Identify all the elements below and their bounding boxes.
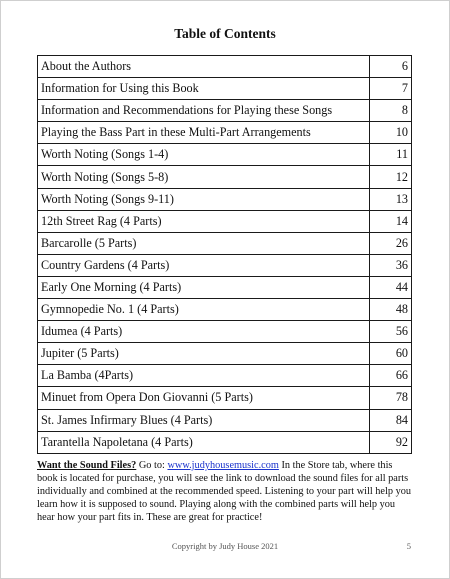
toc-entry-page: 6 — [370, 56, 412, 78]
toc-entry-title: Worth Noting (Songs 1-4) — [38, 144, 370, 166]
toc-entry-page: 56 — [370, 321, 412, 343]
toc-entry-page: 78 — [370, 387, 412, 409]
toc-entry-title: St. James Infirmary Blues (4 Parts) — [38, 409, 370, 431]
toc-body — [38, 56, 412, 454]
sound-files-heading: Want the Sound Files? — [37, 460, 137, 471]
toc-entry-title: Barcarolle (5 Parts) — [38, 232, 370, 254]
copyright-footer: Copyright by Judy House 2021 — [171, 541, 279, 551]
toc-entry-page: 13 — [370, 188, 412, 210]
page-number: 5 — [406, 541, 411, 551]
toc-entry-title: 12th Street Rag (4 Parts) — [38, 210, 370, 232]
toc-row — [38, 188, 412, 210]
toc-row — [38, 299, 412, 321]
toc-entry-page: 7 — [370, 78, 412, 100]
toc-entry-title: Minuet from Opera Don Giovanni (5 Parts) — [38, 387, 370, 409]
toc-entry-page: 10 — [370, 122, 412, 144]
toc-row — [38, 321, 412, 343]
toc-entry-page: 11 — [370, 144, 412, 166]
toc-entry-title: Idumea (4 Parts) — [38, 321, 370, 343]
toc-entry-title: Worth Noting (Songs 5-8) — [38, 166, 370, 188]
toc-row — [38, 122, 412, 144]
toc-entry-page: 44 — [370, 276, 412, 298]
toc-entry-title: Worth Noting (Songs 9-11) — [38, 188, 370, 210]
toc-row — [38, 409, 412, 431]
sound-files-note — [37, 460, 415, 525]
website-link[interactable]: www.judyhousemusic.com — [167, 460, 279, 471]
note-body: In the Store tab, where this book is located for purchase, you will see the link to download the sound files for all parts individually and combined at the recommended speed. Listening to your part will help you learn how it is supposed to sound. Playing along with the combined parts will help you hear how your part fits in. These are great for practice! — [37, 460, 412, 523]
toc-entry-title: La Bamba (4Parts) — [38, 365, 370, 387]
toc-entry-title: Information for Using this Book — [38, 78, 370, 100]
toc-entry-page: 36 — [370, 254, 412, 276]
table-of-contents — [37, 55, 412, 454]
toc-row — [38, 210, 412, 232]
toc-entry-title: Country Gardens (4 Parts) — [38, 254, 370, 276]
toc-entry-page: 92 — [370, 431, 412, 453]
toc-entry-page: 60 — [370, 343, 412, 365]
toc-row — [38, 343, 412, 365]
note-go-to: Go to: — [136, 460, 168, 471]
toc-row — [38, 365, 412, 387]
toc-row — [38, 276, 412, 298]
toc-entry-page: 14 — [370, 210, 412, 232]
toc-row — [38, 144, 412, 166]
toc-row — [38, 166, 412, 188]
toc-entry-page: 8 — [370, 100, 412, 122]
toc-row — [38, 387, 412, 409]
toc-entry-title: About the Authors — [38, 56, 370, 78]
toc-row — [38, 78, 412, 100]
toc-entry-page: 26 — [370, 232, 412, 254]
toc-entry-title: Information and Recommendations for Playing these Songs — [38, 100, 370, 122]
toc-entry-title: Jupiter (5 Parts) — [38, 343, 370, 365]
toc-entry-title: Playing the Bass Part in these Multi-Part Arrangements — [38, 122, 370, 144]
toc-row — [38, 232, 412, 254]
toc-entry-page: 66 — [370, 365, 412, 387]
toc-row — [38, 100, 412, 122]
toc-row — [38, 56, 412, 78]
toc-entry-title: Tarantella Napoletana (4 Parts) — [38, 431, 370, 453]
toc-entry-page: 12 — [370, 166, 412, 188]
toc-entry-page: 48 — [370, 299, 412, 321]
toc-row — [38, 431, 412, 453]
toc-entry-title: Early One Morning (4 Parts) — [38, 276, 370, 298]
toc-entry-page: 84 — [370, 409, 412, 431]
toc-row — [38, 254, 412, 276]
page-title: Table of Contents — [174, 26, 276, 41]
toc-entry-title: Gymnopedie No. 1 (4 Parts) — [38, 299, 370, 321]
